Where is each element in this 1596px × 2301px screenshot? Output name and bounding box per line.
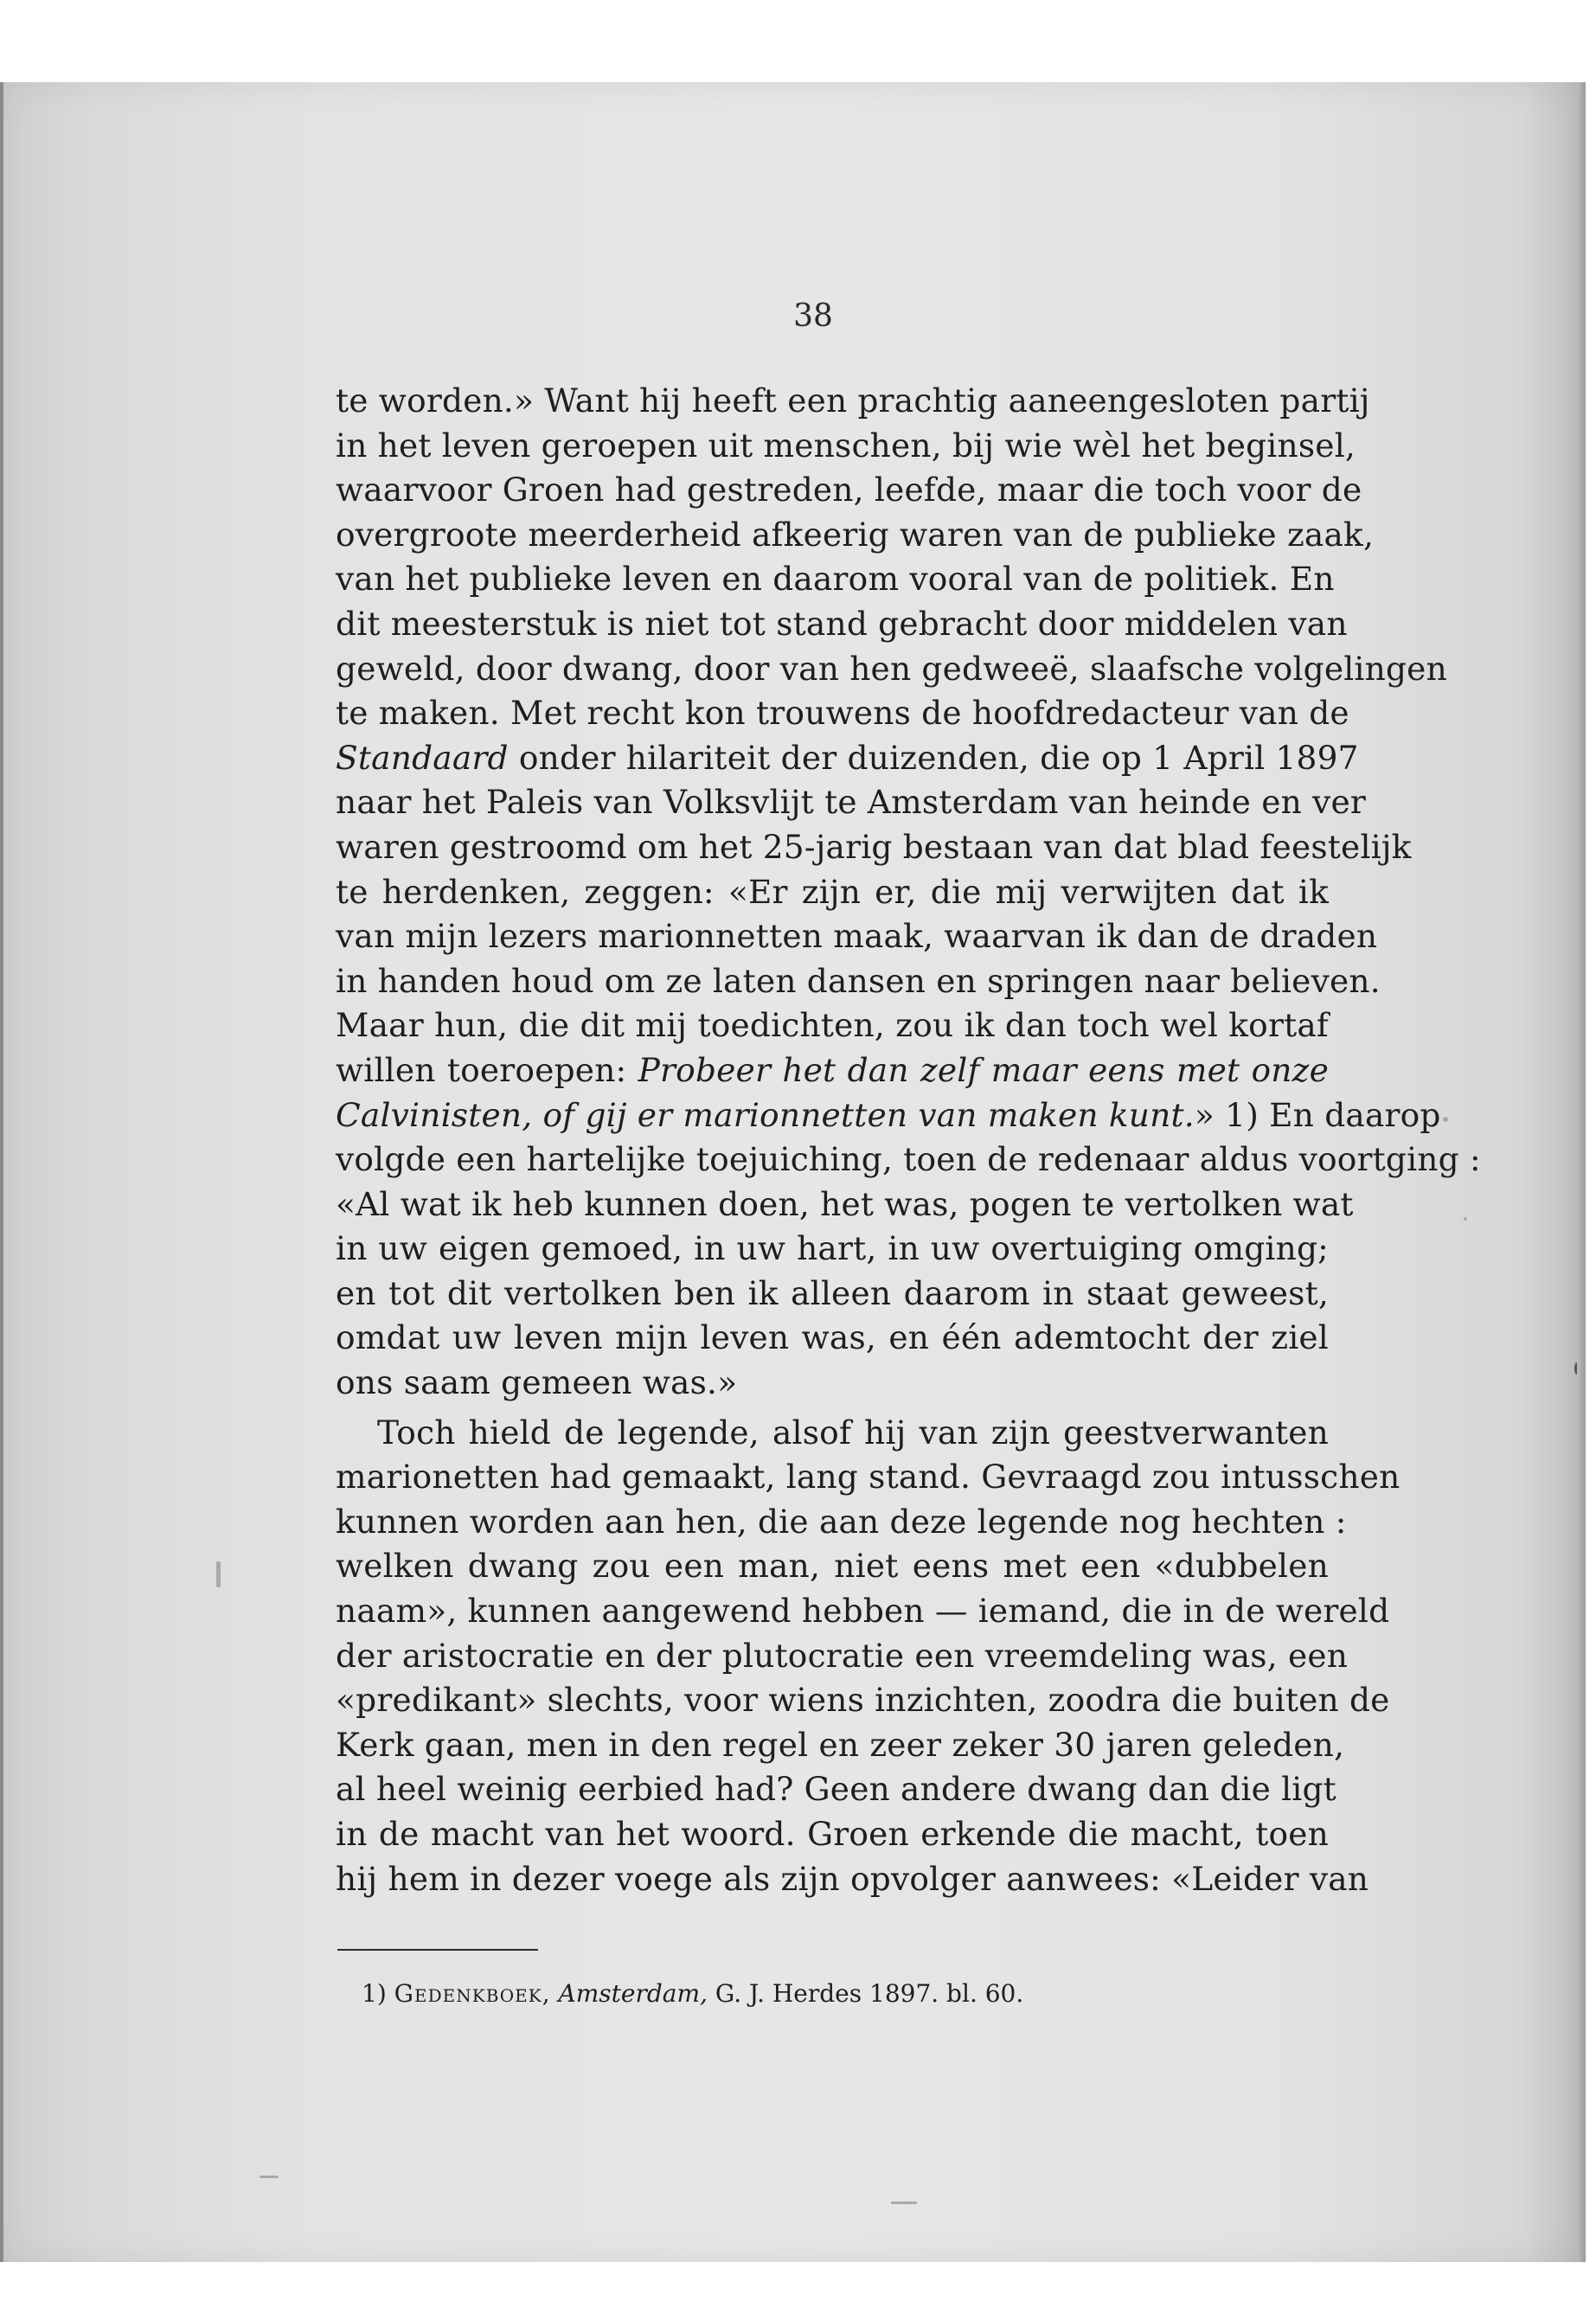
text-line: en tot dit vertolken ben ik alleen daarom in staat geweest, bbox=[336, 1273, 1329, 1312]
paper-speck bbox=[1464, 1217, 1467, 1221]
footnote-title: Gedenkboek, bbox=[394, 1979, 551, 2008]
newspaper-title: Standaard bbox=[336, 738, 509, 777]
text-line: waarvoor Groen had gestreden, leefde, maar die toch voor de bbox=[336, 471, 1362, 510]
text-line: Kerk gaan, men in den regel en zeer zeker 30 jaren geleden, bbox=[336, 1725, 1345, 1764]
text-line: kunnen worden aan hen, die aan deze legende nog hechten : bbox=[336, 1502, 1347, 1541]
footnote bbox=[362, 1979, 1023, 2008]
text-line: in de macht van het woord. Groen erkende die macht, toen bbox=[336, 1815, 1329, 1853]
footnote-marker: 1) bbox=[362, 1979, 387, 2008]
text-line: in het leven geroepen uit menschen, bij wie wèl het beginsel, bbox=[336, 426, 1356, 465]
text-line: van het publieke leven en daarom vooral van de politiek. En bbox=[336, 560, 1335, 599]
footnote-place: Amsterdam, bbox=[558, 1979, 708, 2008]
text-line: in handen houd om ze laten dansen en springen naar believen. bbox=[336, 961, 1381, 1000]
text-line bbox=[336, 1048, 1329, 1093]
text-line: te herdenken, zeggen: «Er zijn er, die mij verwijten dat ik bbox=[336, 872, 1329, 911]
text-line: al heel weinig eerbied had? Geen andere dwang dan die ligt bbox=[336, 1770, 1336, 1809]
text-line: in uw eigen gemoed, in uw hart, in uw overtuiging omging; bbox=[336, 1229, 1329, 1268]
text-line: overgroote meerderheid afkeerig waren van de publieke zaak, bbox=[336, 515, 1375, 554]
paper-speck bbox=[216, 1561, 221, 1587]
paper-speck bbox=[260, 2176, 279, 2178]
text-line: ons saam gemeen was.» bbox=[336, 1363, 738, 1402]
page-number: 38 bbox=[793, 298, 833, 334]
text-line: welken dwang zou een man, niet eens met een «dubbelen bbox=[336, 1547, 1329, 1586]
footnote-publisher: G. J. Herdes 1897. bl. 60. bbox=[715, 1979, 1024, 2008]
text-line: te worden.» Want hij heeft een prachtig aaneengesloten partij bbox=[336, 381, 1370, 420]
footnote-rule bbox=[337, 1949, 538, 1951]
text-line: dit meesterstuk is niet tot stand gebracht door middelen van bbox=[336, 604, 1348, 643]
paper-speck bbox=[891, 2202, 917, 2204]
text-line: volgde een hartelijke toejuiching, toen de redenaar aldus voortging : bbox=[336, 1140, 1481, 1179]
line-segment: onder hilariteit der duizenden, die op 1 April 1897 bbox=[508, 738, 1359, 777]
paper-speck bbox=[1443, 1117, 1448, 1122]
line-segment: willen toeroepen: bbox=[336, 1050, 638, 1089]
italic-quote: Calvinisten, of gij er marionnetten van maken kunt. bbox=[336, 1095, 1195, 1134]
text-line: «Al wat ik heb kunnen doen, het was, pogen te vertolken wat bbox=[336, 1184, 1354, 1223]
text-line bbox=[336, 1093, 1441, 1138]
text-line: naar het Paleis van Volksvlijt te Amsterdam van heinde en ver bbox=[336, 783, 1366, 822]
paper-speck bbox=[1574, 1362, 1579, 1375]
text-line: Maar hun, die dit mij toedichten, zou ik dan toch wel kortaf bbox=[336, 1006, 1329, 1045]
text-line: geweld, door dwang, door van hen gedweeë, slaafsche volgelingen bbox=[336, 649, 1447, 688]
text-line: naam», kunnen aangewend hebben — iemand, die in de wereld bbox=[336, 1592, 1390, 1631]
text-line: waren gestroomd om het 25-jarig bestaan van dat blad feestelijk bbox=[336, 827, 1412, 866]
line-segment: » 1) En daarop bbox=[1194, 1095, 1441, 1134]
text-line: te maken. Met recht kon trouwens de hoofdredacteur van de bbox=[336, 694, 1349, 733]
text-line: hij hem in dezer voege als zijn opvolger aanwees: «Leider van bbox=[336, 1859, 1369, 1898]
body-text bbox=[336, 379, 1481, 1901]
text-line: van mijn lezers marionnetten maak, waarvan ik dan de draden bbox=[336, 917, 1378, 956]
text-line: marionetten had gemaakt, lang stand. Gevraagd zou intusschen bbox=[336, 1458, 1401, 1497]
text-line: «predikant» slechts, voor wiens inzichten, zoodra die buiten de bbox=[336, 1681, 1390, 1720]
text-line bbox=[336, 736, 1359, 781]
text-line: der aristocratie en der plutocratie een vreemdeling was, een bbox=[336, 1636, 1349, 1675]
paragraph-start-line: Toch hield de legende, alsof hij van zijn geestverwanten bbox=[377, 1413, 1329, 1452]
text-line: omdat uw leven mijn leven was, en één ademtocht der ziel bbox=[336, 1318, 1329, 1357]
italic-quote: Probeer het dan zelf maar eens met onze bbox=[638, 1050, 1329, 1089]
